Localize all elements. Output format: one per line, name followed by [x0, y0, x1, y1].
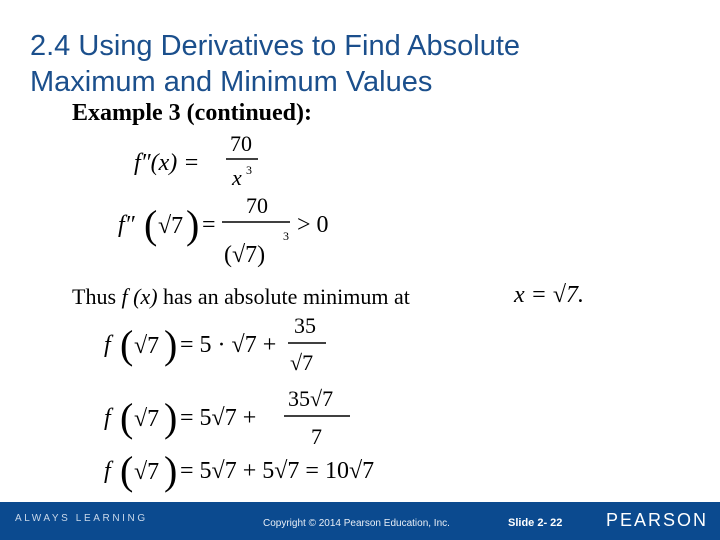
example-heading: Example 3 (continued):: [72, 100, 312, 126]
eq5-numerator: 35√7: [288, 386, 334, 411]
eq4-argument: √7: [134, 333, 160, 359]
eq5-open-paren: (: [120, 395, 134, 440]
eq5-argument: √7: [134, 406, 160, 432]
eq4-denominator: √7: [290, 350, 314, 375]
brand-logo: PEARSON: [606, 510, 709, 530]
eq1-lhs: f″(x) =: [134, 150, 200, 176]
eq6-open-paren: (: [120, 448, 134, 493]
conclusion-suffix: has an absolute minimum at: [157, 284, 410, 309]
conclusion-function: f (x): [121, 284, 158, 309]
equation-second-derivative: [134, 131, 258, 190]
eq4-function: f: [104, 332, 111, 358]
eq2-equals: =: [202, 212, 216, 238]
eq2-denominator: (√7): [224, 242, 266, 268]
eq5-middle: = 5√7 +: [180, 405, 257, 431]
slide-title-line2: Maximum and Minimum Values: [30, 66, 433, 98]
slide-number: Slide 2- 22: [508, 517, 563, 529]
eq2-function: f″: [118, 212, 135, 238]
equation-second-derivative-at-root: [118, 193, 329, 268]
conclusion-prefix: Thus: [72, 284, 122, 309]
eq6-close-paren: ): [164, 448, 178, 493]
eq2-argument: √7: [158, 213, 184, 239]
eq4-middle: = 5 · √7 +: [180, 332, 277, 358]
equation-evaluate-step2: [104, 386, 350, 449]
eq6-argument: √7: [134, 459, 160, 485]
footer-bar: [0, 502, 720, 540]
eq3-critical-point: x = √7.: [514, 282, 585, 308]
eq2-numerator: 70: [246, 193, 268, 218]
slide-title-line1: 2.4 Using Derivatives to Find Absolute: [30, 30, 521, 62]
eq1-numerator: 70: [230, 131, 252, 156]
equation-evaluate-step1: [104, 313, 326, 375]
eq1-denominator-exponent: 3: [246, 163, 252, 177]
equation-evaluate-result: [104, 448, 374, 493]
footer-copyright: Copyright © 2014 Pearson Education, Inc.: [263, 518, 450, 529]
eq2-denominator-exponent: 3: [283, 229, 289, 243]
eq2-open-paren: (: [144, 202, 158, 247]
eq6-function: f: [104, 458, 111, 484]
eq1-denominator-base: x: [232, 165, 242, 190]
eq2-close-paren: ): [186, 202, 200, 247]
eq4-close-paren: ): [164, 322, 178, 367]
eq6-result: = 5√7 + 5√7 = 10√7: [180, 458, 375, 484]
eq4-numerator: 35: [294, 313, 316, 338]
eq2-inequality: > 0: [297, 212, 329, 238]
eq5-function: f: [104, 405, 111, 431]
eq5-denominator: 7: [311, 424, 322, 449]
eq5-close-paren: ): [164, 395, 178, 440]
eq4-open-paren: (: [120, 322, 134, 367]
footer-tagline: ALWAYS LEARNING: [15, 513, 148, 524]
